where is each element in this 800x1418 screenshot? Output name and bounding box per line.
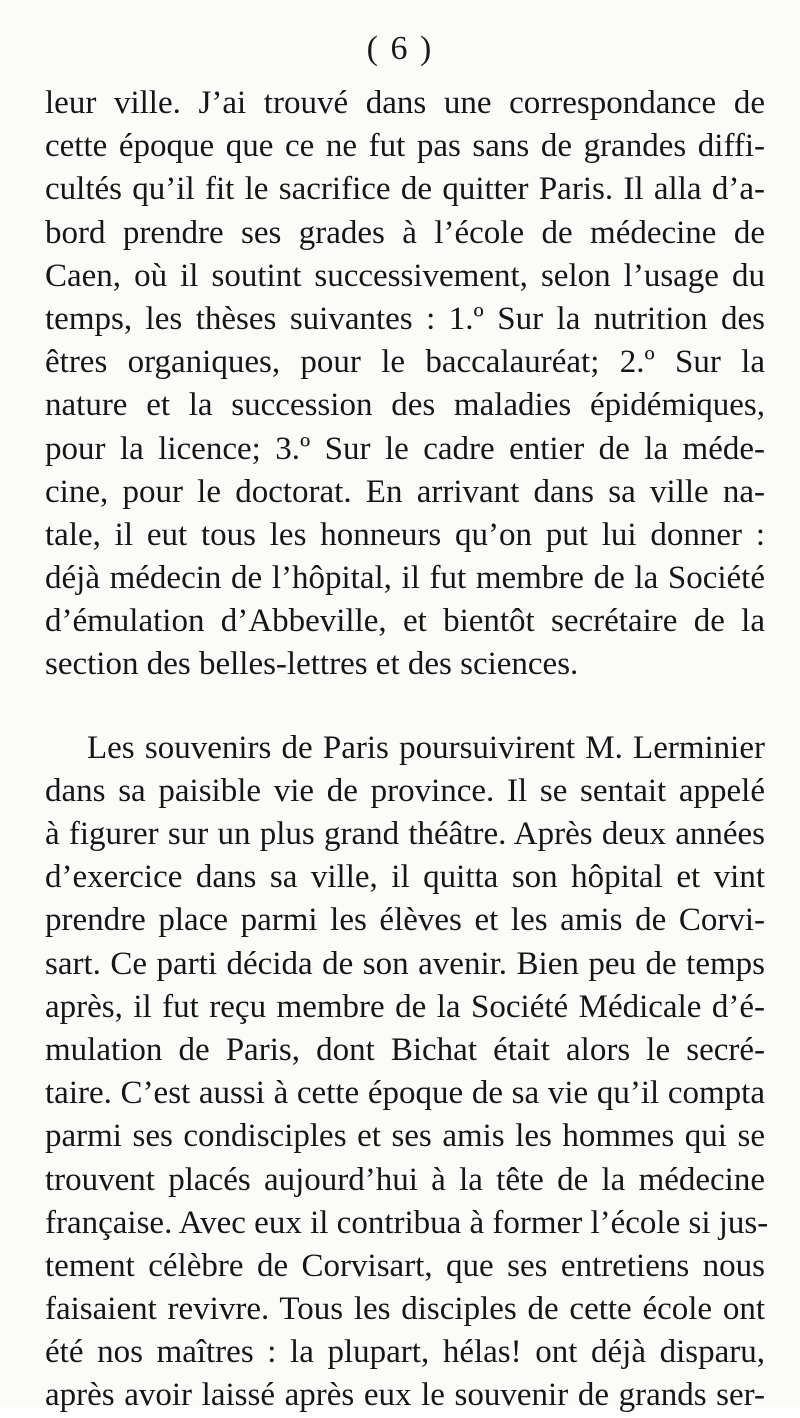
text-line: été nos maîtres : la plupart, hélas! ont déjà disparu, — [45, 1334, 765, 1371]
text-line: tale, il eut tous les honneurs qu’on put lui donner : — [45, 516, 765, 553]
text-line: d’émulation d’Abbeville, et bientôt secrétaire de la — [45, 603, 765, 640]
text-line: cette époque que ce ne fut pas sans de grandes diffi- — [45, 128, 765, 165]
text-line: cultés qu’il fit le sacrifice de quitter Paris. Il alla d’a- — [45, 171, 765, 208]
text-line: Les souvenirs de Paris poursuivirent M. Lerminier — [87, 729, 765, 766]
text-line: française. Avec eux il contribua à former l’école si jus- — [45, 1204, 769, 1241]
paragraph-gap — [45, 687, 765, 727]
text-line: pour la licence; 3.º Sur le cadre entier de la méde- — [45, 430, 765, 467]
body-text — [45, 82, 769, 1418]
text-line: Caen, où il soutint successivement, selon l’usage du — [45, 257, 765, 294]
text-line: prendre place parmi les élèves et les amis de Corvi- — [45, 902, 765, 939]
text-line: taire. C’est aussi à cette époque de sa vie qu’il compta — [45, 1075, 765, 1112]
text-line: déjà médecin de l’hôpital, il fut membre de la Société — [45, 560, 765, 597]
text-line: faisaient revivre. Tous les disciples de cette école ont — [45, 1291, 765, 1328]
text-line: tement célèbre de Corvisart, que ses entretiens nous — [45, 1247, 765, 1284]
text-line: sart. Ce parti décida de son avenir. Bien peu de temps — [45, 945, 765, 982]
text-line: à figurer sur un plus grand théâtre. Après deux années — [45, 816, 765, 852]
text-line: d’exercice dans sa ville, il quitta son hôpital et vint — [45, 859, 765, 896]
text-line: êtres organiques, pour le baccalauréat; 2.º Sur la — [45, 344, 765, 381]
text-line: parmi ses condisciples et ses amis les hommes qui se — [45, 1118, 765, 1155]
text-line: trouvent placés aujourd’hui à la tête de la médecine — [45, 1161, 765, 1198]
paragraph-1 — [45, 82, 765, 687]
text-line: après, il fut reçu membre de la Société Médicale d’é- — [45, 988, 765, 1025]
page-number: ( 6 ) — [366, 30, 434, 67]
text-line: dans sa paisible vie de province. Il se sentait appelé — [45, 772, 765, 809]
text-line: nature et la succession des maladies épidémiques, — [45, 387, 765, 424]
text-line: après avoir laissé après eux le souvenir de grands ser- — [45, 1377, 765, 1414]
paragraph-2 — [45, 727, 769, 1418]
text-line: temps, les thèses suivantes : 1.º Sur la nutrition des — [45, 300, 765, 337]
text-line: section des belles-lettres et des sciences. — [45, 646, 579, 683]
text-line: mulation de Paris, dont Bichat était alors le secré- — [45, 1031, 765, 1068]
text-line: bord prendre ses grades à l’école de médecine de — [45, 214, 765, 251]
text-line: leur ville. J’ai trouvé dans une correspondance de — [45, 85, 765, 121]
text-line: cine, pour le doctorat. En arrivant dans sa ville na- — [45, 473, 765, 510]
